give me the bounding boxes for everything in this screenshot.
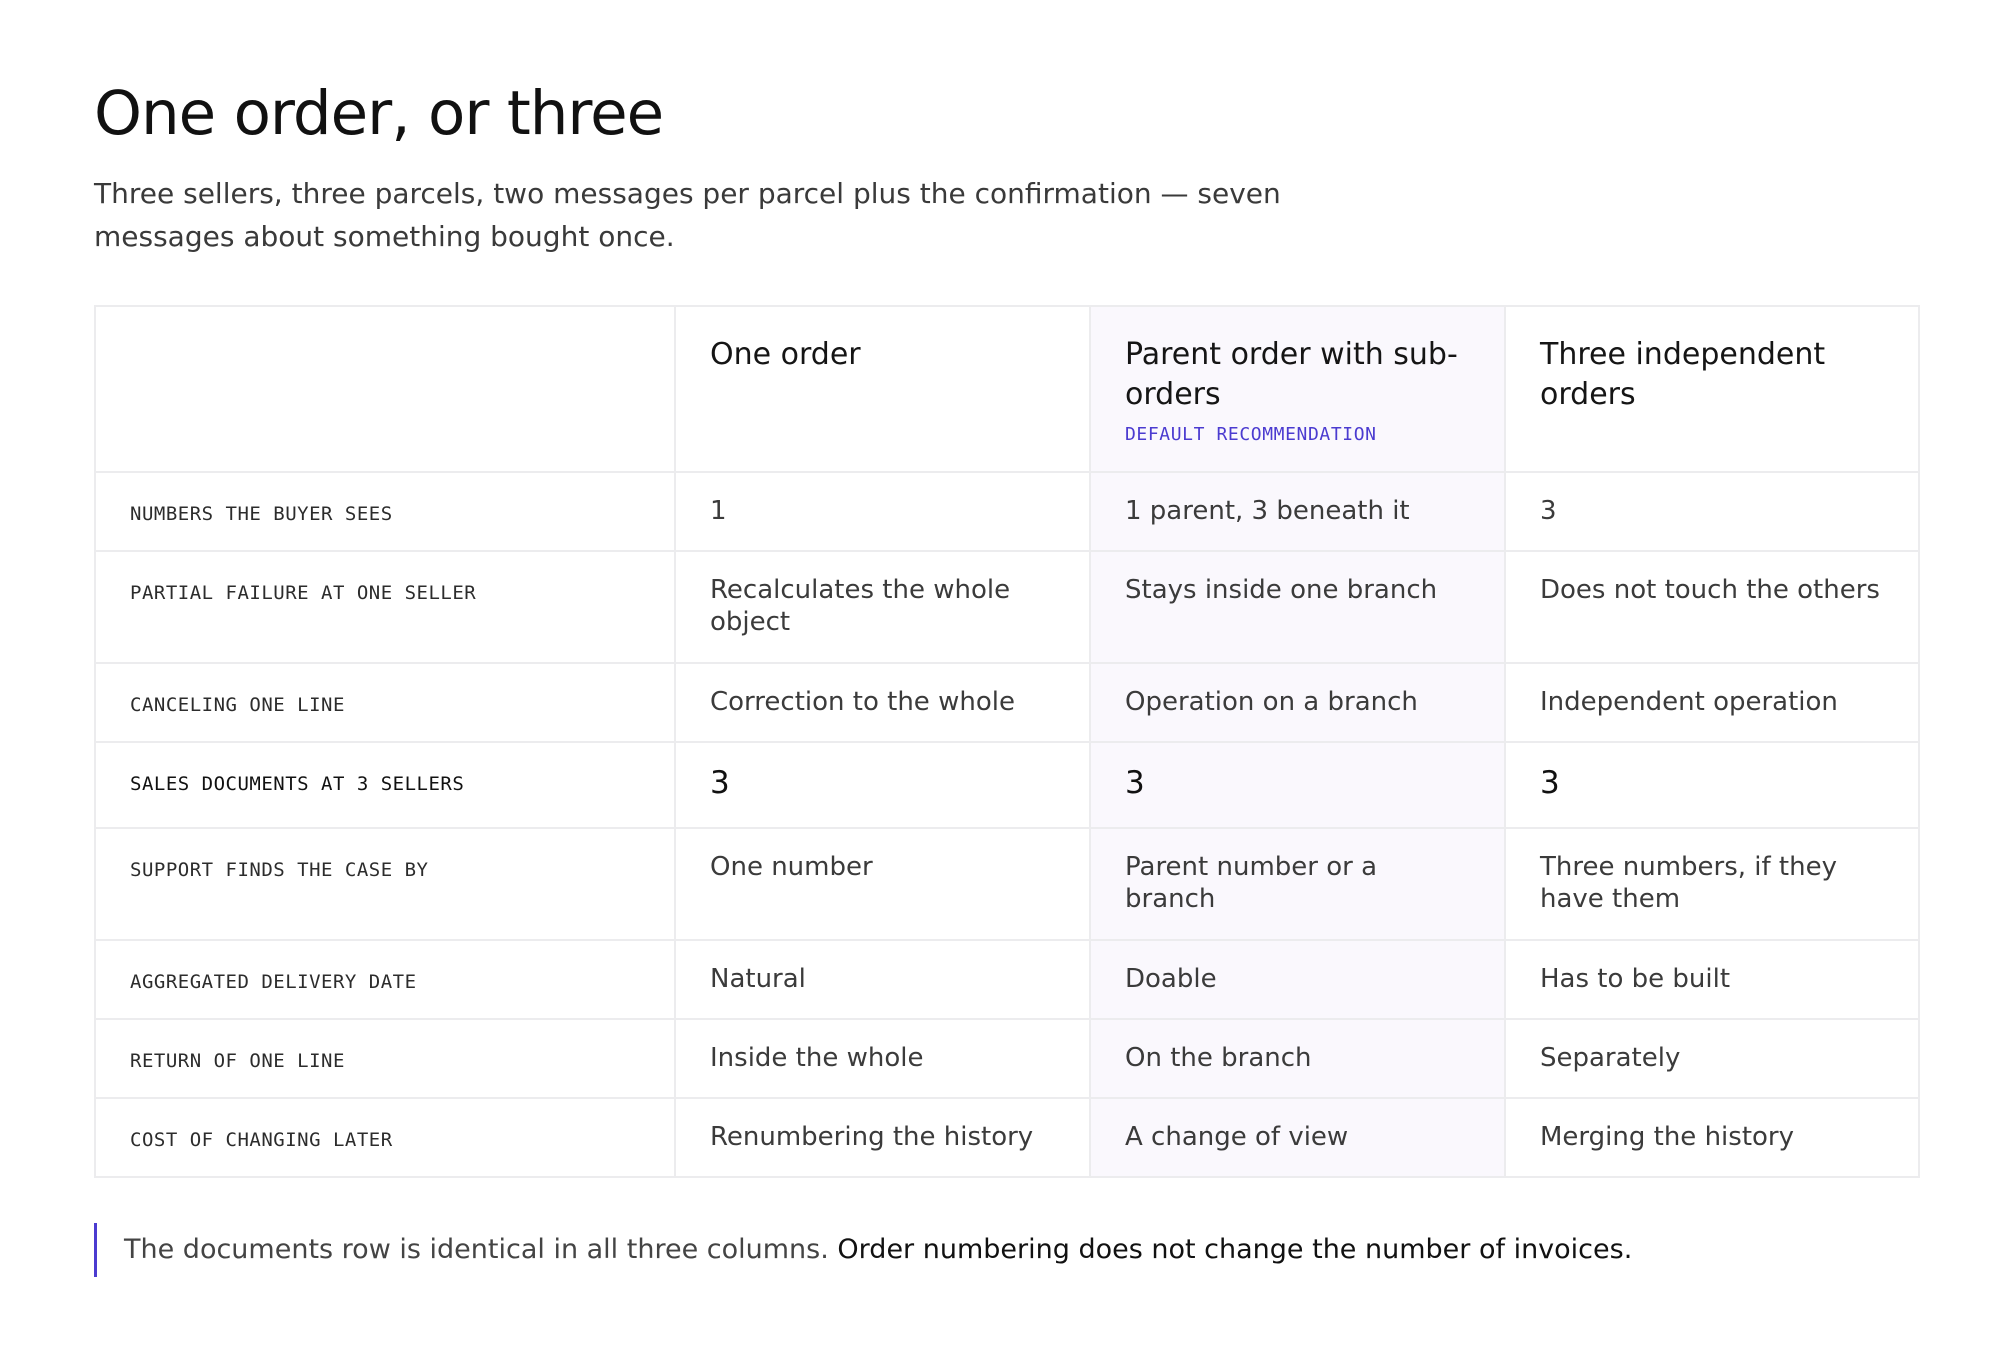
table-cell: Stays inside one branch — [1090, 551, 1505, 663]
table-cell: Recalculates the whole object — [675, 551, 1090, 663]
table-cell: Separately — [1505, 1019, 1919, 1098]
table-cell: Natural — [675, 940, 1090, 1019]
table-cell: 3 — [675, 742, 1090, 828]
row-label: RETURN OF ONE LINE — [95, 1019, 675, 1098]
row-label: PARTIAL FAILURE AT ONE SELLER — [95, 551, 675, 663]
table-cell: Parent number or a branch — [1090, 828, 1505, 940]
column-header-one-order — [675, 306, 1090, 472]
page-subtitle: Three sellers, three parcels, two messages per parcel plus the confirmation — seven messages about something bought once. — [94, 177, 1281, 253]
table-cell: Does not touch the others — [1505, 551, 1919, 663]
row-label: SUPPORT FINDS THE CASE BY — [95, 828, 675, 940]
table-cell: Renumbering the history — [675, 1098, 1090, 1177]
table-cell: A change of view — [1090, 1098, 1505, 1177]
table-cell: Three numbers, if they have them — [1505, 828, 1919, 940]
table-row — [95, 1098, 1919, 1177]
note-lead: The documents row is identical in all three columns. — [124, 1234, 829, 1265]
table-row — [95, 472, 1919, 551]
note-emphasis: Order numbering does not change the number of invoices. — [837, 1234, 1633, 1265]
row-label: AGGREGATED DELIVERY DATE — [95, 940, 675, 1019]
header-row — [95, 306, 1919, 472]
column-header-label: Parent order with sub-orders — [1125, 337, 1458, 412]
table-row — [95, 663, 1919, 742]
row-label: CANCELING ONE LINE — [95, 663, 675, 742]
table-cell: 3 — [1505, 472, 1919, 551]
column-header-label: One order — [710, 337, 861, 372]
comparison-table — [94, 305, 1920, 1178]
table-row — [95, 828, 1919, 940]
row-label: SALES DOCUMENTS AT 3 SELLERS — [95, 742, 675, 828]
table-cell: On the branch — [1090, 1019, 1505, 1098]
recommendation-badge: DEFAULT RECOMMENDATION — [1125, 424, 1377, 445]
table-cell: 1 parent, 3 beneath it — [1090, 472, 1505, 551]
table-cell: Operation on a branch — [1090, 663, 1505, 742]
table-cell: 1 — [675, 472, 1090, 551]
table-row — [95, 940, 1919, 1019]
table-cell: Has to be built — [1505, 940, 1919, 1019]
callout-note — [94, 1223, 1632, 1277]
column-header-three-orders — [1505, 306, 1919, 472]
table-cell: Merging the history — [1505, 1098, 1919, 1177]
row-label: COST OF CHANGING LATER — [95, 1098, 675, 1177]
table-cell: Correction to the whole — [675, 663, 1090, 742]
table-row-highlighted — [95, 742, 1919, 828]
page-title: One order, or three — [94, 78, 664, 149]
table-cell: Doable — [1090, 940, 1505, 1019]
table-cell: Independent operation — [1505, 663, 1919, 742]
table-row — [95, 1019, 1919, 1098]
column-header-parent-order — [1090, 306, 1505, 472]
table-row — [95, 551, 1919, 663]
table-cell: Inside the whole — [675, 1019, 1090, 1098]
header-corner — [95, 306, 675, 472]
column-header-label: Three independent orders — [1540, 337, 1826, 412]
table-cell: One number — [675, 828, 1090, 940]
table-cell: 3 — [1505, 742, 1919, 828]
row-label: NUMBERS THE BUYER SEES — [95, 472, 675, 551]
table-cell: 3 — [1090, 742, 1505, 828]
